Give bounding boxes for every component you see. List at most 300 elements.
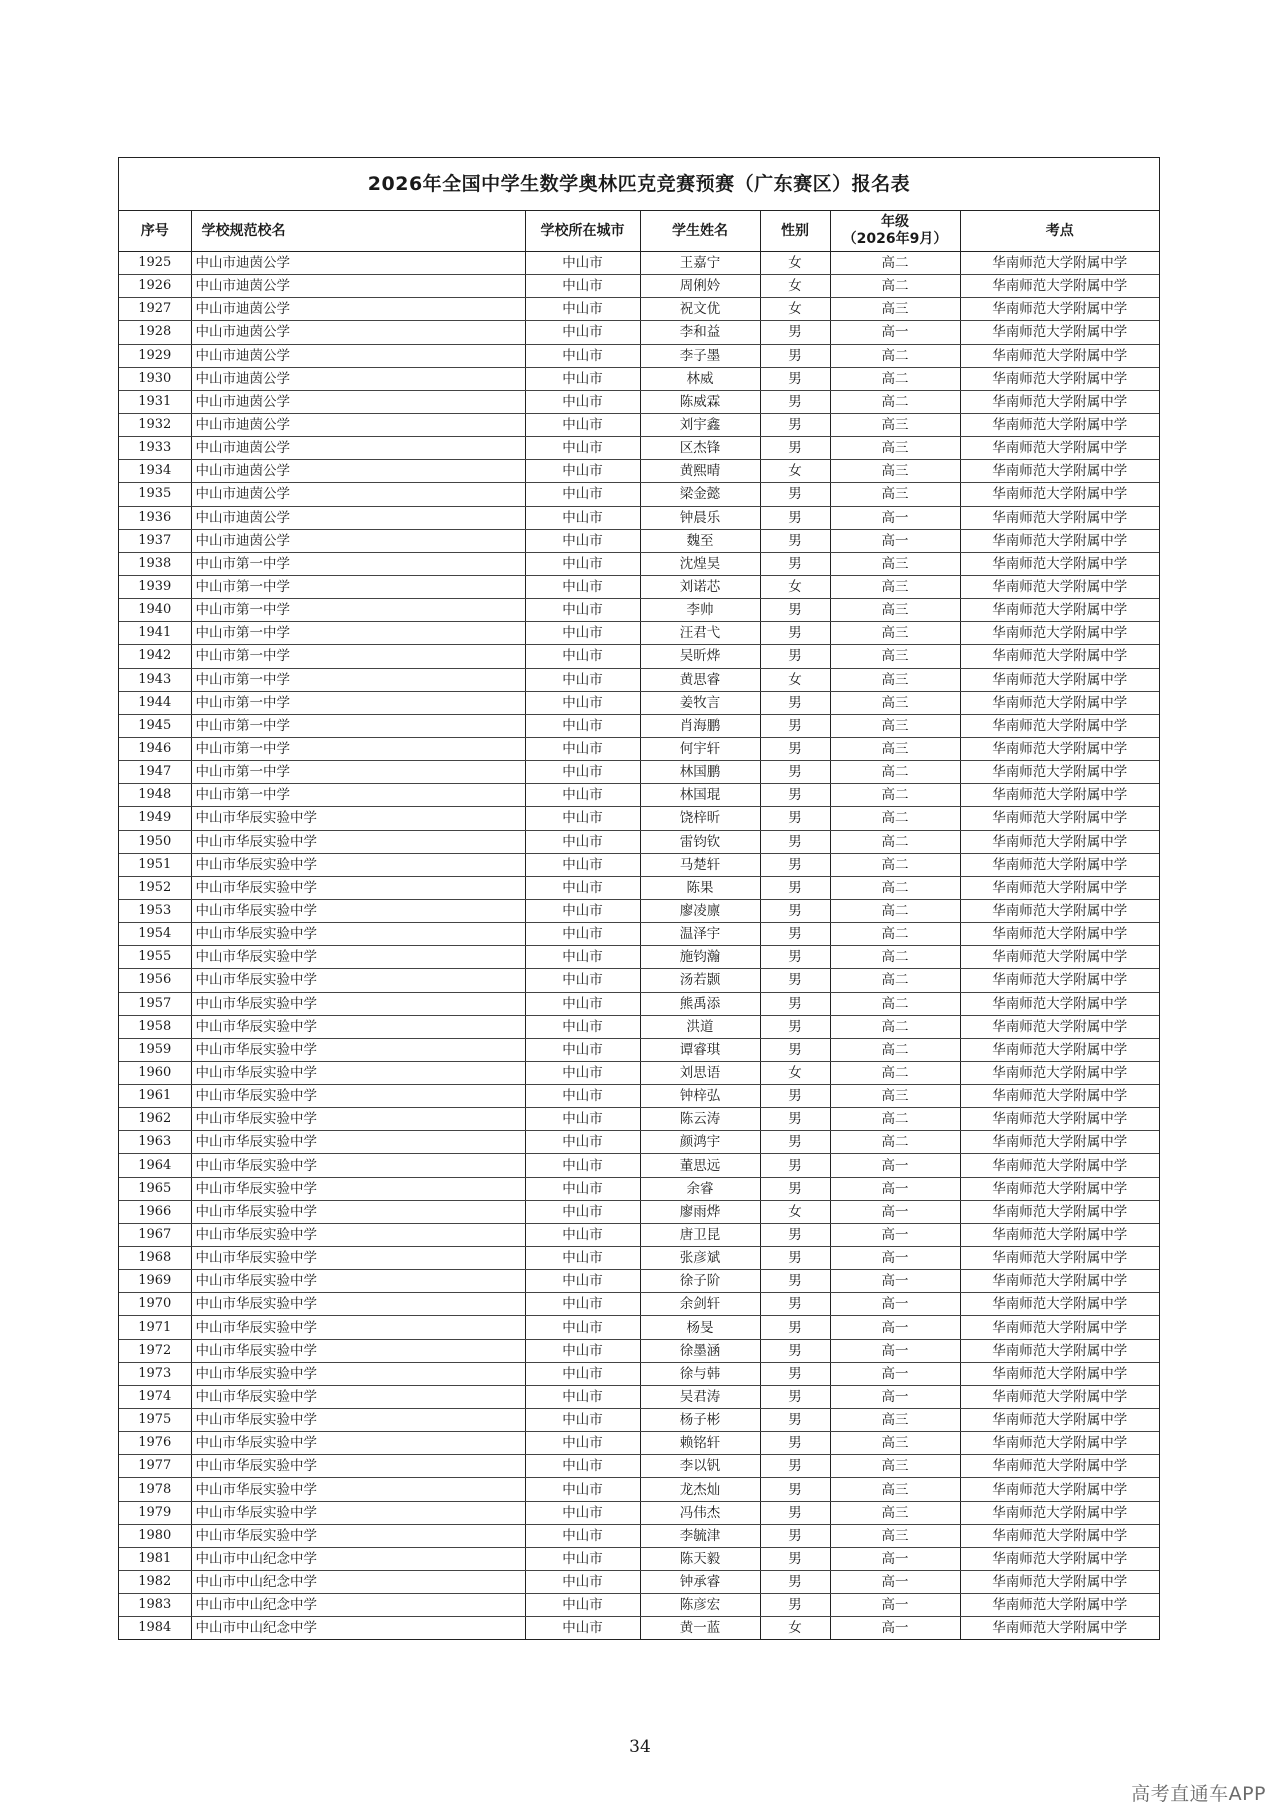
cell-school: 中山市华辰实验中学	[191, 1131, 525, 1154]
cell-city: 中山市	[525, 1547, 640, 1570]
table-row	[119, 1339, 1159, 1362]
cell-city: 中山市	[525, 1501, 640, 1524]
cell-school: 中山市华辰实验中学	[191, 992, 525, 1015]
cell-student-name: 余睿	[640, 1177, 760, 1200]
cell-grade: 高三	[830, 645, 960, 668]
table-body	[119, 252, 1159, 1640]
cell-venue: 华南师范大学附属中学	[960, 830, 1159, 853]
cell-school: 中山市中山纪念中学	[191, 1594, 525, 1617]
cell-venue: 华南师范大学附属中学	[960, 483, 1159, 506]
cell-grade: 高二	[830, 344, 960, 367]
table-row	[119, 367, 1159, 390]
cell-index: 1958	[119, 1015, 191, 1038]
cell-school: 中山市华辰实验中学	[191, 1362, 525, 1385]
cell-student-name: 吴君涛	[640, 1385, 760, 1408]
table-row	[119, 1015, 1159, 1038]
cell-index: 1932	[119, 413, 191, 436]
header-school: 学校规范校名	[191, 211, 525, 252]
header-row	[119, 211, 1159, 252]
cell-gender: 女	[760, 1200, 830, 1223]
cell-school: 中山市第一中学	[191, 552, 525, 575]
cell-grade: 高三	[830, 668, 960, 691]
cell-gender: 男	[760, 1385, 830, 1408]
cell-gender: 男	[760, 1154, 830, 1177]
cell-gender: 男	[760, 1177, 830, 1200]
cell-venue: 华南师范大学附属中学	[960, 1432, 1159, 1455]
page-number: 34	[629, 1737, 651, 1757]
table-row	[119, 1200, 1159, 1223]
cell-school: 中山市中山纪念中学	[191, 1617, 525, 1640]
cell-school: 中山市华辰实验中学	[191, 1455, 525, 1478]
cell-venue: 华南师范大学附属中学	[960, 1547, 1159, 1570]
cell-venue: 华南师范大学附属中学	[960, 622, 1159, 645]
table-row	[119, 784, 1159, 807]
cell-venue: 华南师范大学附属中学	[960, 1223, 1159, 1246]
cell-student-name: 姜牧言	[640, 691, 760, 714]
cell-grade: 高二	[830, 1131, 960, 1154]
cell-city: 中山市	[525, 1524, 640, 1547]
cell-city: 中山市	[525, 1409, 640, 1432]
cell-gender: 男	[760, 506, 830, 529]
cell-grade: 高一	[830, 321, 960, 344]
cell-gender: 男	[760, 1594, 830, 1617]
cell-city: 中山市	[525, 784, 640, 807]
table-row	[119, 992, 1159, 1015]
cell-school: 中山市迪茵公学	[191, 367, 525, 390]
cell-school: 中山市华辰实验中学	[191, 1108, 525, 1131]
cell-city: 中山市	[525, 1385, 640, 1408]
table-row	[119, 344, 1159, 367]
cell-school: 中山市迪茵公学	[191, 321, 525, 344]
cell-student-name: 魏至	[640, 529, 760, 552]
cell-grade: 高三	[830, 552, 960, 575]
cell-city: 中山市	[525, 367, 640, 390]
document-title: 2026年全国中学生数学奥林匹克竞赛预赛（广东赛区）报名表	[119, 158, 1159, 211]
cell-grade: 高三	[830, 1478, 960, 1501]
cell-index: 1950	[119, 830, 191, 853]
cell-city: 中山市	[525, 599, 640, 622]
cell-city: 中山市	[525, 506, 640, 529]
cell-school: 中山市迪茵公学	[191, 413, 525, 436]
cell-school: 中山市华辰实验中学	[191, 1478, 525, 1501]
cell-grade: 高一	[830, 1547, 960, 1570]
cell-gender: 男	[760, 807, 830, 830]
cell-gender: 女	[760, 1617, 830, 1640]
cell-venue: 华南师范大学附属中学	[960, 645, 1159, 668]
cell-gender: 男	[760, 390, 830, 413]
cell-gender: 男	[760, 1293, 830, 1316]
cell-gender: 男	[760, 1455, 830, 1478]
cell-school: 中山市中山纪念中学	[191, 1547, 525, 1570]
cell-grade: 高二	[830, 853, 960, 876]
cell-grade: 高一	[830, 1571, 960, 1594]
table-row	[119, 1154, 1159, 1177]
cell-grade: 高三	[830, 691, 960, 714]
cell-index: 1962	[119, 1108, 191, 1131]
cell-student-name: 谭睿琪	[640, 1038, 760, 1061]
registration-table	[119, 211, 1159, 1639]
cell-student-name: 李帅	[640, 599, 760, 622]
cell-index: 1937	[119, 529, 191, 552]
cell-grade: 高二	[830, 876, 960, 899]
cell-school: 中山市中山纪念中学	[191, 1571, 525, 1594]
table-row	[119, 1547, 1159, 1570]
cell-school: 中山市华辰实验中学	[191, 1223, 525, 1246]
cell-index: 1978	[119, 1478, 191, 1501]
cell-index: 1982	[119, 1571, 191, 1594]
cell-student-name: 王嘉宁	[640, 252, 760, 275]
cell-venue: 华南师范大学附属中学	[960, 946, 1159, 969]
cell-index: 1935	[119, 483, 191, 506]
cell-city: 中山市	[525, 923, 640, 946]
cell-student-name: 汪君弋	[640, 622, 760, 645]
cell-city: 中山市	[525, 737, 640, 760]
cell-venue: 华南师范大学附属中学	[960, 298, 1159, 321]
cell-student-name: 肖海鹏	[640, 714, 760, 737]
table-row	[119, 1316, 1159, 1339]
cell-student-name: 祝文优	[640, 298, 760, 321]
cell-school: 中山市华辰实验中学	[191, 1085, 525, 1108]
table-row	[119, 645, 1159, 668]
cell-student-name: 李和益	[640, 321, 760, 344]
cell-index: 1960	[119, 1061, 191, 1084]
cell-gender: 男	[760, 1547, 830, 1570]
cell-index: 1975	[119, 1409, 191, 1432]
cell-city: 中山市	[525, 899, 640, 922]
cell-city: 中山市	[525, 645, 640, 668]
cell-index: 1934	[119, 460, 191, 483]
table-row	[119, 460, 1159, 483]
cell-venue: 华南师范大学附属中学	[960, 367, 1159, 390]
cell-city: 中山市	[525, 691, 640, 714]
cell-school: 中山市华辰实验中学	[191, 1200, 525, 1223]
cell-city: 中山市	[525, 1085, 640, 1108]
cell-gender: 男	[760, 1362, 830, 1385]
cell-gender: 男	[760, 367, 830, 390]
cell-venue: 华南师范大学附属中学	[960, 275, 1159, 298]
header-gender: 性别	[760, 211, 830, 252]
cell-student-name: 李以钒	[640, 1455, 760, 1478]
cell-venue: 华南师范大学附属中学	[960, 1061, 1159, 1084]
cell-index: 1946	[119, 737, 191, 760]
cell-student-name: 陈威霖	[640, 390, 760, 413]
cell-grade: 高二	[830, 1038, 960, 1061]
cell-venue: 华南师范大学附属中学	[960, 1200, 1159, 1223]
cell-venue: 华南师范大学附属中学	[960, 1409, 1159, 1432]
cell-school: 中山市第一中学	[191, 691, 525, 714]
cell-city: 中山市	[525, 1362, 640, 1385]
cell-index: 1925	[119, 252, 191, 275]
cell-school: 中山市第一中学	[191, 668, 525, 691]
cell-index: 1944	[119, 691, 191, 714]
cell-index: 1955	[119, 946, 191, 969]
cell-student-name: 廖凌廪	[640, 899, 760, 922]
cell-student-name: 林国鹏	[640, 761, 760, 784]
cell-grade: 高三	[830, 483, 960, 506]
cell-city: 中山市	[525, 390, 640, 413]
cell-gender: 男	[760, 1223, 830, 1246]
cell-gender: 男	[760, 1015, 830, 1038]
cell-student-name: 唐卫昆	[640, 1223, 760, 1246]
cell-city: 中山市	[525, 1478, 640, 1501]
cell-grade: 高二	[830, 969, 960, 992]
table-row	[119, 1617, 1159, 1640]
cell-school: 中山市华辰实验中学	[191, 1385, 525, 1408]
cell-venue: 华南师范大学附属中学	[960, 1316, 1159, 1339]
table-row	[119, 853, 1159, 876]
cell-city: 中山市	[525, 946, 640, 969]
table-row	[119, 668, 1159, 691]
cell-school: 中山市华辰实验中学	[191, 899, 525, 922]
cell-student-name: 徐墨涵	[640, 1339, 760, 1362]
cell-grade: 高一	[830, 1316, 960, 1339]
cell-gender: 男	[760, 992, 830, 1015]
cell-city: 中山市	[525, 1223, 640, 1246]
cell-venue: 华南师范大学附属中学	[960, 460, 1159, 483]
cell-index: 1940	[119, 599, 191, 622]
cell-student-name: 林威	[640, 367, 760, 390]
cell-venue: 华南师范大学附属中学	[960, 1478, 1159, 1501]
cell-student-name: 饶梓昕	[640, 807, 760, 830]
cell-gender: 男	[760, 946, 830, 969]
table-row	[119, 1432, 1159, 1455]
cell-grade: 高二	[830, 830, 960, 853]
cell-city: 中山市	[525, 344, 640, 367]
table-row	[119, 923, 1159, 946]
cell-student-name: 廖雨烨	[640, 1200, 760, 1223]
cell-gender: 男	[760, 737, 830, 760]
cell-student-name: 李子墨	[640, 344, 760, 367]
cell-index: 1949	[119, 807, 191, 830]
cell-gender: 男	[760, 899, 830, 922]
table-row	[119, 575, 1159, 598]
cell-city: 中山市	[525, 1108, 640, 1131]
cell-index: 1954	[119, 923, 191, 946]
cell-city: 中山市	[525, 298, 640, 321]
cell-venue: 华南师范大学附属中学	[960, 575, 1159, 598]
cell-gender: 男	[760, 483, 830, 506]
cell-venue: 华南师范大学附属中学	[960, 1571, 1159, 1594]
cell-school: 中山市华辰实验中学	[191, 946, 525, 969]
cell-gender: 女	[760, 252, 830, 275]
cell-grade: 高二	[830, 252, 960, 275]
table-row	[119, 1455, 1159, 1478]
cell-city: 中山市	[525, 1432, 640, 1455]
cell-student-name: 徐与韩	[640, 1362, 760, 1385]
cell-gender: 男	[760, 923, 830, 946]
cell-venue: 华南师范大学附属中学	[960, 1501, 1159, 1524]
cell-venue: 华南师范大学附属中学	[960, 668, 1159, 691]
cell-index: 1959	[119, 1038, 191, 1061]
cell-venue: 华南师范大学附属中学	[960, 969, 1159, 992]
cell-student-name: 黄思睿	[640, 668, 760, 691]
cell-city: 中山市	[525, 437, 640, 460]
cell-city: 中山市	[525, 1339, 640, 1362]
cell-grade: 高三	[830, 737, 960, 760]
cell-student-name: 陈彦宏	[640, 1594, 760, 1617]
cell-grade: 高三	[830, 460, 960, 483]
cell-index: 1981	[119, 1547, 191, 1570]
header-name: 学生姓名	[640, 211, 760, 252]
cell-grade: 高一	[830, 506, 960, 529]
table-row	[119, 969, 1159, 992]
table-row	[119, 599, 1159, 622]
cell-grade: 高一	[830, 529, 960, 552]
table-row	[119, 1038, 1159, 1061]
cell-school: 中山市华辰实验中学	[191, 1270, 525, 1293]
cell-gender: 男	[760, 1432, 830, 1455]
table-row	[119, 437, 1159, 460]
cell-venue: 华南师范大学附属中学	[960, 1385, 1159, 1408]
cell-index: 1956	[119, 969, 191, 992]
cell-school: 中山市华辰实验中学	[191, 1061, 525, 1084]
cell-index: 1983	[119, 1594, 191, 1617]
cell-student-name: 黄一蓝	[640, 1617, 760, 1640]
table-row	[119, 830, 1159, 853]
cell-index: 1951	[119, 853, 191, 876]
cell-venue: 华南师范大学附属中学	[992, 1620, 1128, 1637]
cell-venue: 华南师范大学附属中学	[960, 321, 1159, 344]
table-header	[119, 211, 1159, 252]
cell-city: 中山市	[525, 529, 640, 552]
cell-venue: 华南师范大学附属中学	[960, 1524, 1159, 1547]
cell-school: 中山市华辰实验中学	[191, 923, 525, 946]
cell-grade: 高一	[830, 1177, 960, 1200]
table-row	[119, 1131, 1159, 1154]
cell-student-name: 钟晨乐	[640, 506, 760, 529]
cell-gender: 男	[760, 1247, 830, 1270]
cell-index: 1979	[119, 1501, 191, 1524]
cell-student-name: 温泽宇	[640, 923, 760, 946]
cell-school: 中山市迪茵公学	[191, 298, 525, 321]
cell-venue: 华南师范大学附属中学	[960, 344, 1159, 367]
table-row	[119, 1247, 1159, 1270]
table-row	[119, 714, 1159, 737]
cell-venue: 华南师范大学附属中学	[960, 761, 1159, 784]
cell-city: 中山市	[525, 460, 640, 483]
table-row	[119, 761, 1159, 784]
cell-index: 1952	[119, 876, 191, 899]
cell-student-name: 陈云涛	[640, 1108, 760, 1131]
table-row	[119, 252, 1159, 275]
cell-index: 1948	[119, 784, 191, 807]
cell-school: 中山市第一中学	[191, 645, 525, 668]
cell-gender: 男	[760, 1501, 830, 1524]
cell-venue: 华南师范大学附属中学	[960, 714, 1159, 737]
table-row	[119, 321, 1159, 344]
cell-grade: 高一	[830, 1385, 960, 1408]
cell-grade: 高二	[830, 761, 960, 784]
cell-grade: 高三	[830, 298, 960, 321]
cell-student-name: 吴昕烨	[640, 645, 760, 668]
registration-sheet	[118, 157, 1160, 1640]
cell-grade: 高一	[830, 1247, 960, 1270]
cell-student-name: 梁金懿	[640, 483, 760, 506]
cell-school: 中山市第一中学	[191, 737, 525, 760]
cell-student-name: 赖铭轩	[640, 1432, 760, 1455]
cell-gender: 男	[760, 1316, 830, 1339]
cell-grade: 高二	[830, 1061, 960, 1084]
cell-grade: 高三	[830, 1524, 960, 1547]
cell-student-name: 刘思语	[640, 1061, 760, 1084]
cell-school: 中山市第一中学	[191, 714, 525, 737]
cell-index: 1928	[119, 321, 191, 344]
table-row	[119, 946, 1159, 969]
cell-index: 1947	[119, 761, 191, 784]
cell-grade: 高三	[830, 413, 960, 436]
cell-venue: 华南师范大学附属中学	[960, 923, 1159, 946]
cell-gender: 男	[760, 1038, 830, 1061]
cell-gender: 男	[760, 876, 830, 899]
cell-index: 1926	[119, 275, 191, 298]
cell-index: 1964	[119, 1154, 191, 1177]
cell-gender: 女	[760, 460, 830, 483]
cell-gender: 男	[760, 1478, 830, 1501]
cell-student-name: 林国琨	[640, 784, 760, 807]
cell-city: 中山市	[525, 1617, 640, 1640]
cell-grade: 高二	[830, 367, 960, 390]
header-grade-date: （2026年9月）	[842, 231, 948, 247]
cell-venue: 华南师范大学附属中学	[960, 853, 1159, 876]
cell-city: 中山市	[525, 483, 640, 506]
cell-grade: 高一	[830, 1270, 960, 1293]
cell-student-name: 施钧瀚	[640, 946, 760, 969]
cell-index: 1957	[119, 992, 191, 1015]
cell-school: 中山市华辰实验中学	[191, 853, 525, 876]
cell-student-name: 徐子阶	[640, 1270, 760, 1293]
cell-grade: 高二	[830, 992, 960, 1015]
cell-school: 中山市迪茵公学	[191, 529, 525, 552]
cell-student-name: 刘宇鑫	[640, 413, 760, 436]
cell-school: 中山市华辰实验中学	[191, 1339, 525, 1362]
table-row	[119, 413, 1159, 436]
cell-venue: 华南师范大学附属中学	[960, 1154, 1159, 1177]
cell-grade: 高三	[830, 1455, 960, 1478]
cell-index: 1941	[119, 622, 191, 645]
cell-gender: 男	[760, 1339, 830, 1362]
table-row	[119, 552, 1159, 575]
cell-gender: 男	[760, 714, 830, 737]
cell-school: 中山市华辰实验中学	[191, 1177, 525, 1200]
cell-index: 1970	[119, 1293, 191, 1316]
cell-city: 中山市	[525, 1455, 640, 1478]
cell-city: 中山市	[525, 252, 640, 275]
cell-student-name: 汤若颢	[640, 969, 760, 992]
table-row	[119, 1085, 1159, 1108]
cell-grade: 高一	[830, 1200, 960, 1223]
cell-school: 中山市第一中学	[191, 599, 525, 622]
cell-gender: 男	[760, 784, 830, 807]
cell-gender: 男	[760, 645, 830, 668]
cell-city: 中山市	[525, 807, 640, 830]
cell-school: 中山市华辰实验中学	[191, 1316, 525, 1339]
cell-venue: 华南师范大学附属中学	[960, 784, 1159, 807]
cell-venue: 华南师范大学附属中学	[960, 1594, 1159, 1617]
header-grade-label: 年级	[881, 214, 909, 230]
cell-venue: 华南师范大学附属中学	[960, 1085, 1159, 1108]
cell-index: 1930	[119, 367, 191, 390]
cell-index: 1972	[119, 1339, 191, 1362]
header-city: 学校所在城市	[525, 211, 640, 252]
cell-city: 中山市	[525, 1200, 640, 1223]
cell-index: 1931	[119, 390, 191, 413]
cell-gender: 男	[760, 1108, 830, 1131]
cell-school: 中山市迪茵公学	[191, 252, 525, 275]
cell-venue: 华南师范大学附属中学	[960, 1015, 1159, 1038]
cell-student-name: 余剑轩	[640, 1293, 760, 1316]
cell-index: 1969	[119, 1270, 191, 1293]
cell-index: 1965	[119, 1177, 191, 1200]
